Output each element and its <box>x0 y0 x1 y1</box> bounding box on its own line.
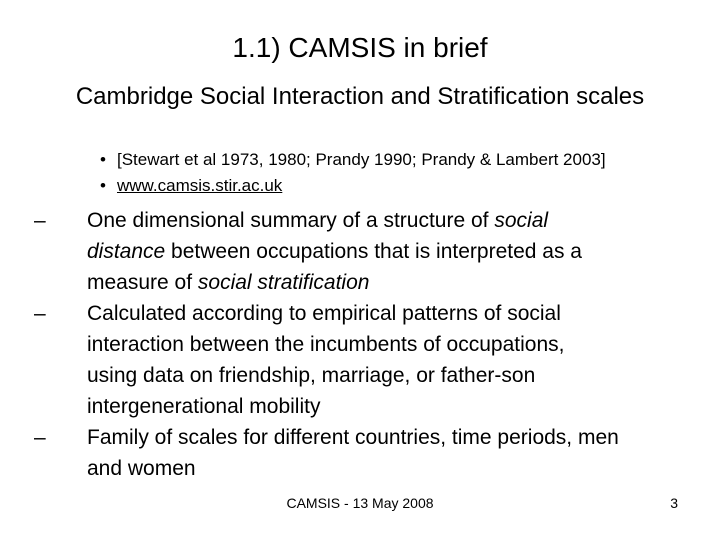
point-line: Calculated according to empirical patterns of social <box>87 302 561 325</box>
point-emphasis: distance <box>87 240 166 263</box>
point-list <box>34 205 714 484</box>
point-line: using data on friendship, marriage, or father-son <box>87 364 536 387</box>
dash-icon: – <box>34 302 46 325</box>
point-line <box>87 236 714 267</box>
slide-title: 1.1) CAMSIS in brief <box>232 32 488 63</box>
point-item <box>34 205 714 298</box>
point-line: interaction between the incumbents of occupations, <box>87 333 565 356</box>
reference-citation: [Stewart et al 1973, 1980; Prandy 1990; Prandy & Lambert 2003] <box>117 150 606 169</box>
reference-item <box>100 147 606 173</box>
point-line <box>87 205 714 236</box>
website-link[interactable]: www.camsis.stir.ac.uk <box>117 176 283 195</box>
page-number: 3 <box>670 495 678 511</box>
reference-list <box>100 147 606 199</box>
point-line <box>87 267 714 298</box>
slide-subtitle: Cambridge Social Interaction and Stratification scales <box>75 83 645 110</box>
point-line: and women <box>87 457 196 480</box>
point-text: One dimensional summary of a structure of <box>87 209 495 232</box>
point-item <box>34 422 714 484</box>
point-line: intergenerational mobility <box>87 395 321 418</box>
bullet-icon: • <box>100 176 106 195</box>
reference-item <box>100 173 606 199</box>
point-line: Family of scales for different countries, time periods, men <box>87 426 619 449</box>
footer-text: CAMSIS - 13 May 2008 <box>286 495 434 511</box>
point-text: measure of <box>87 271 198 294</box>
point-item <box>34 298 714 422</box>
point-emphasis: social <box>494 209 549 232</box>
dash-icon: – <box>34 426 46 449</box>
bullet-icon: • <box>100 150 106 169</box>
point-emphasis: social stratification <box>197 271 370 294</box>
point-text: between occupations that is interpreted as a <box>165 240 582 263</box>
dash-icon: – <box>34 209 46 232</box>
